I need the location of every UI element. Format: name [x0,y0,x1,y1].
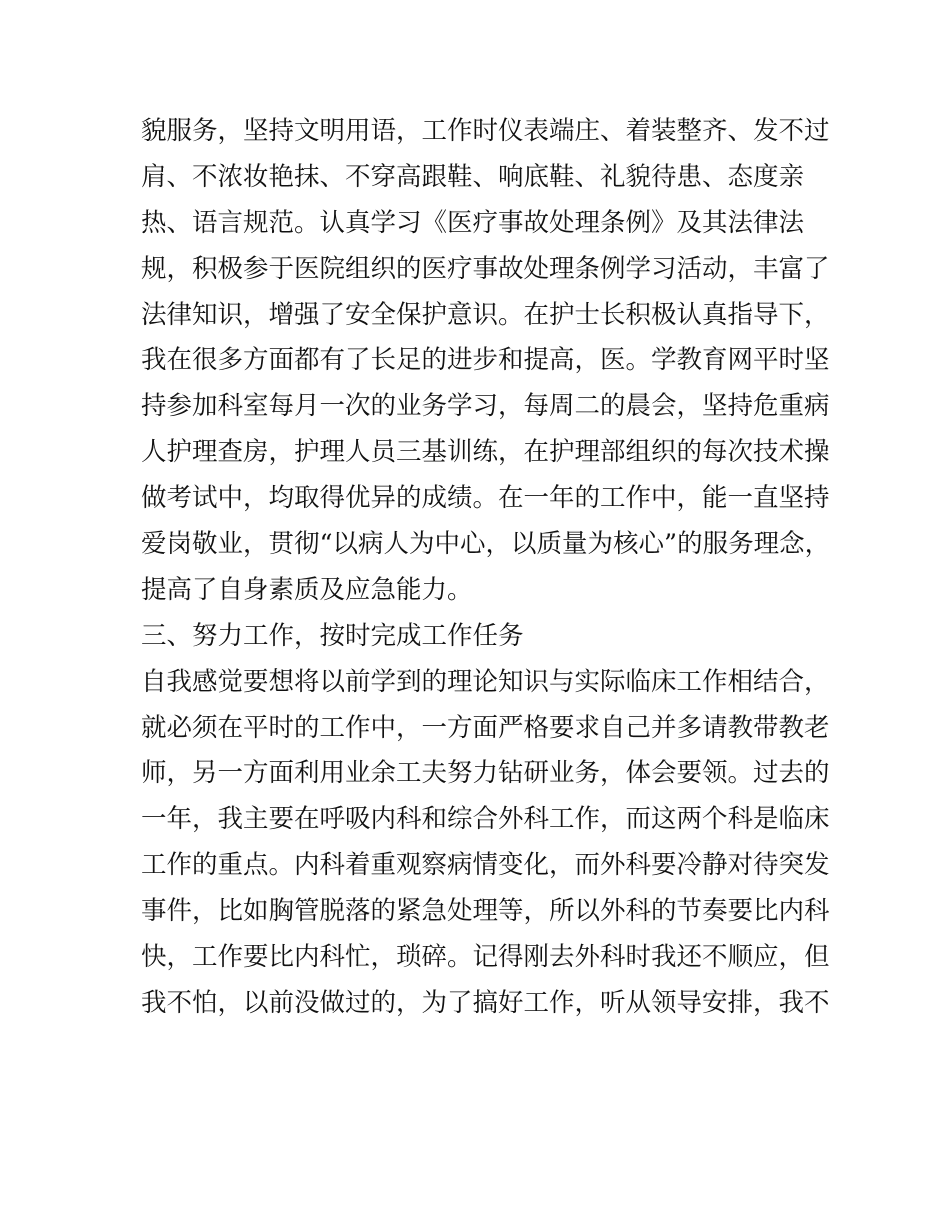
section-heading: 三、努力工作，按时完成工作任务 [141,620,524,651]
text-line: 我在很多方面都有了长足的进步和提高，医。学教育网平时坚 [141,345,830,376]
text-line: 爱岗敬业，贯彻“以病人为中心，以质量为核心”的服务理念， [141,529,831,560]
text-line: 事件，比如胸管脱落的紧急处理等，所以外科的节奏要比内科 [141,896,830,927]
document-body [141,109,831,1027]
text-line: 貌服务，坚持文明用语，工作时仪表端庄、着装整齐、发不过 [141,116,830,146]
text-line: 师，另一方面利用业余工夫努力钻研业务，体会要领。过去的 [141,758,830,789]
text-line: 提高了自身素质及应急能力。 [141,574,473,605]
text-line: 人护理查房，护理人员三基训练，在护理部组织的每次技术操 [141,437,830,468]
text-line: 热、语言规范。认真学习《医疗事故处理条例》及其法律法 [141,207,805,238]
text-line: 快，工作要比内科忙，琐碎。记得刚去外科时我还不顺应，但 [141,942,830,973]
text-line: 法律知识，增强了安全保护意识。在护士长积极认真指导下， [141,299,830,330]
text-line: 一年，我主要在呼吸内科和综合外科工作，而这两个科是临床 [141,804,830,835]
text-line: 就必须在平时的工作中，一方面严格要求自己并多请教带教老 [141,712,830,743]
text-line: 工作的重点。内科着重观察病情变化，而外科要冷静对待突发 [141,850,830,881]
text-line: 我不怕，以前没做过的，为了搞好工作，听从领导安排，我不 [141,987,830,1018]
text-line: 自我感觉要想将以前学到的理论知识与实际临床工作相结合， [141,666,830,697]
text-line: 肩、不浓妆艳抹、不穿高跟鞋、响底鞋、礼貌待患、态度亲 [141,161,805,192]
text-line: 规，积极参于医院组织的医疗事故处理条例学习活动，丰富了 [141,253,830,284]
text-line: 持参加科室每月一次的业务学习，每周二的晨会，坚持危重病 [141,391,830,422]
text-line: 做考试中，均取得优异的成绩。在一年的工作中，能一直坚持 [141,483,830,514]
